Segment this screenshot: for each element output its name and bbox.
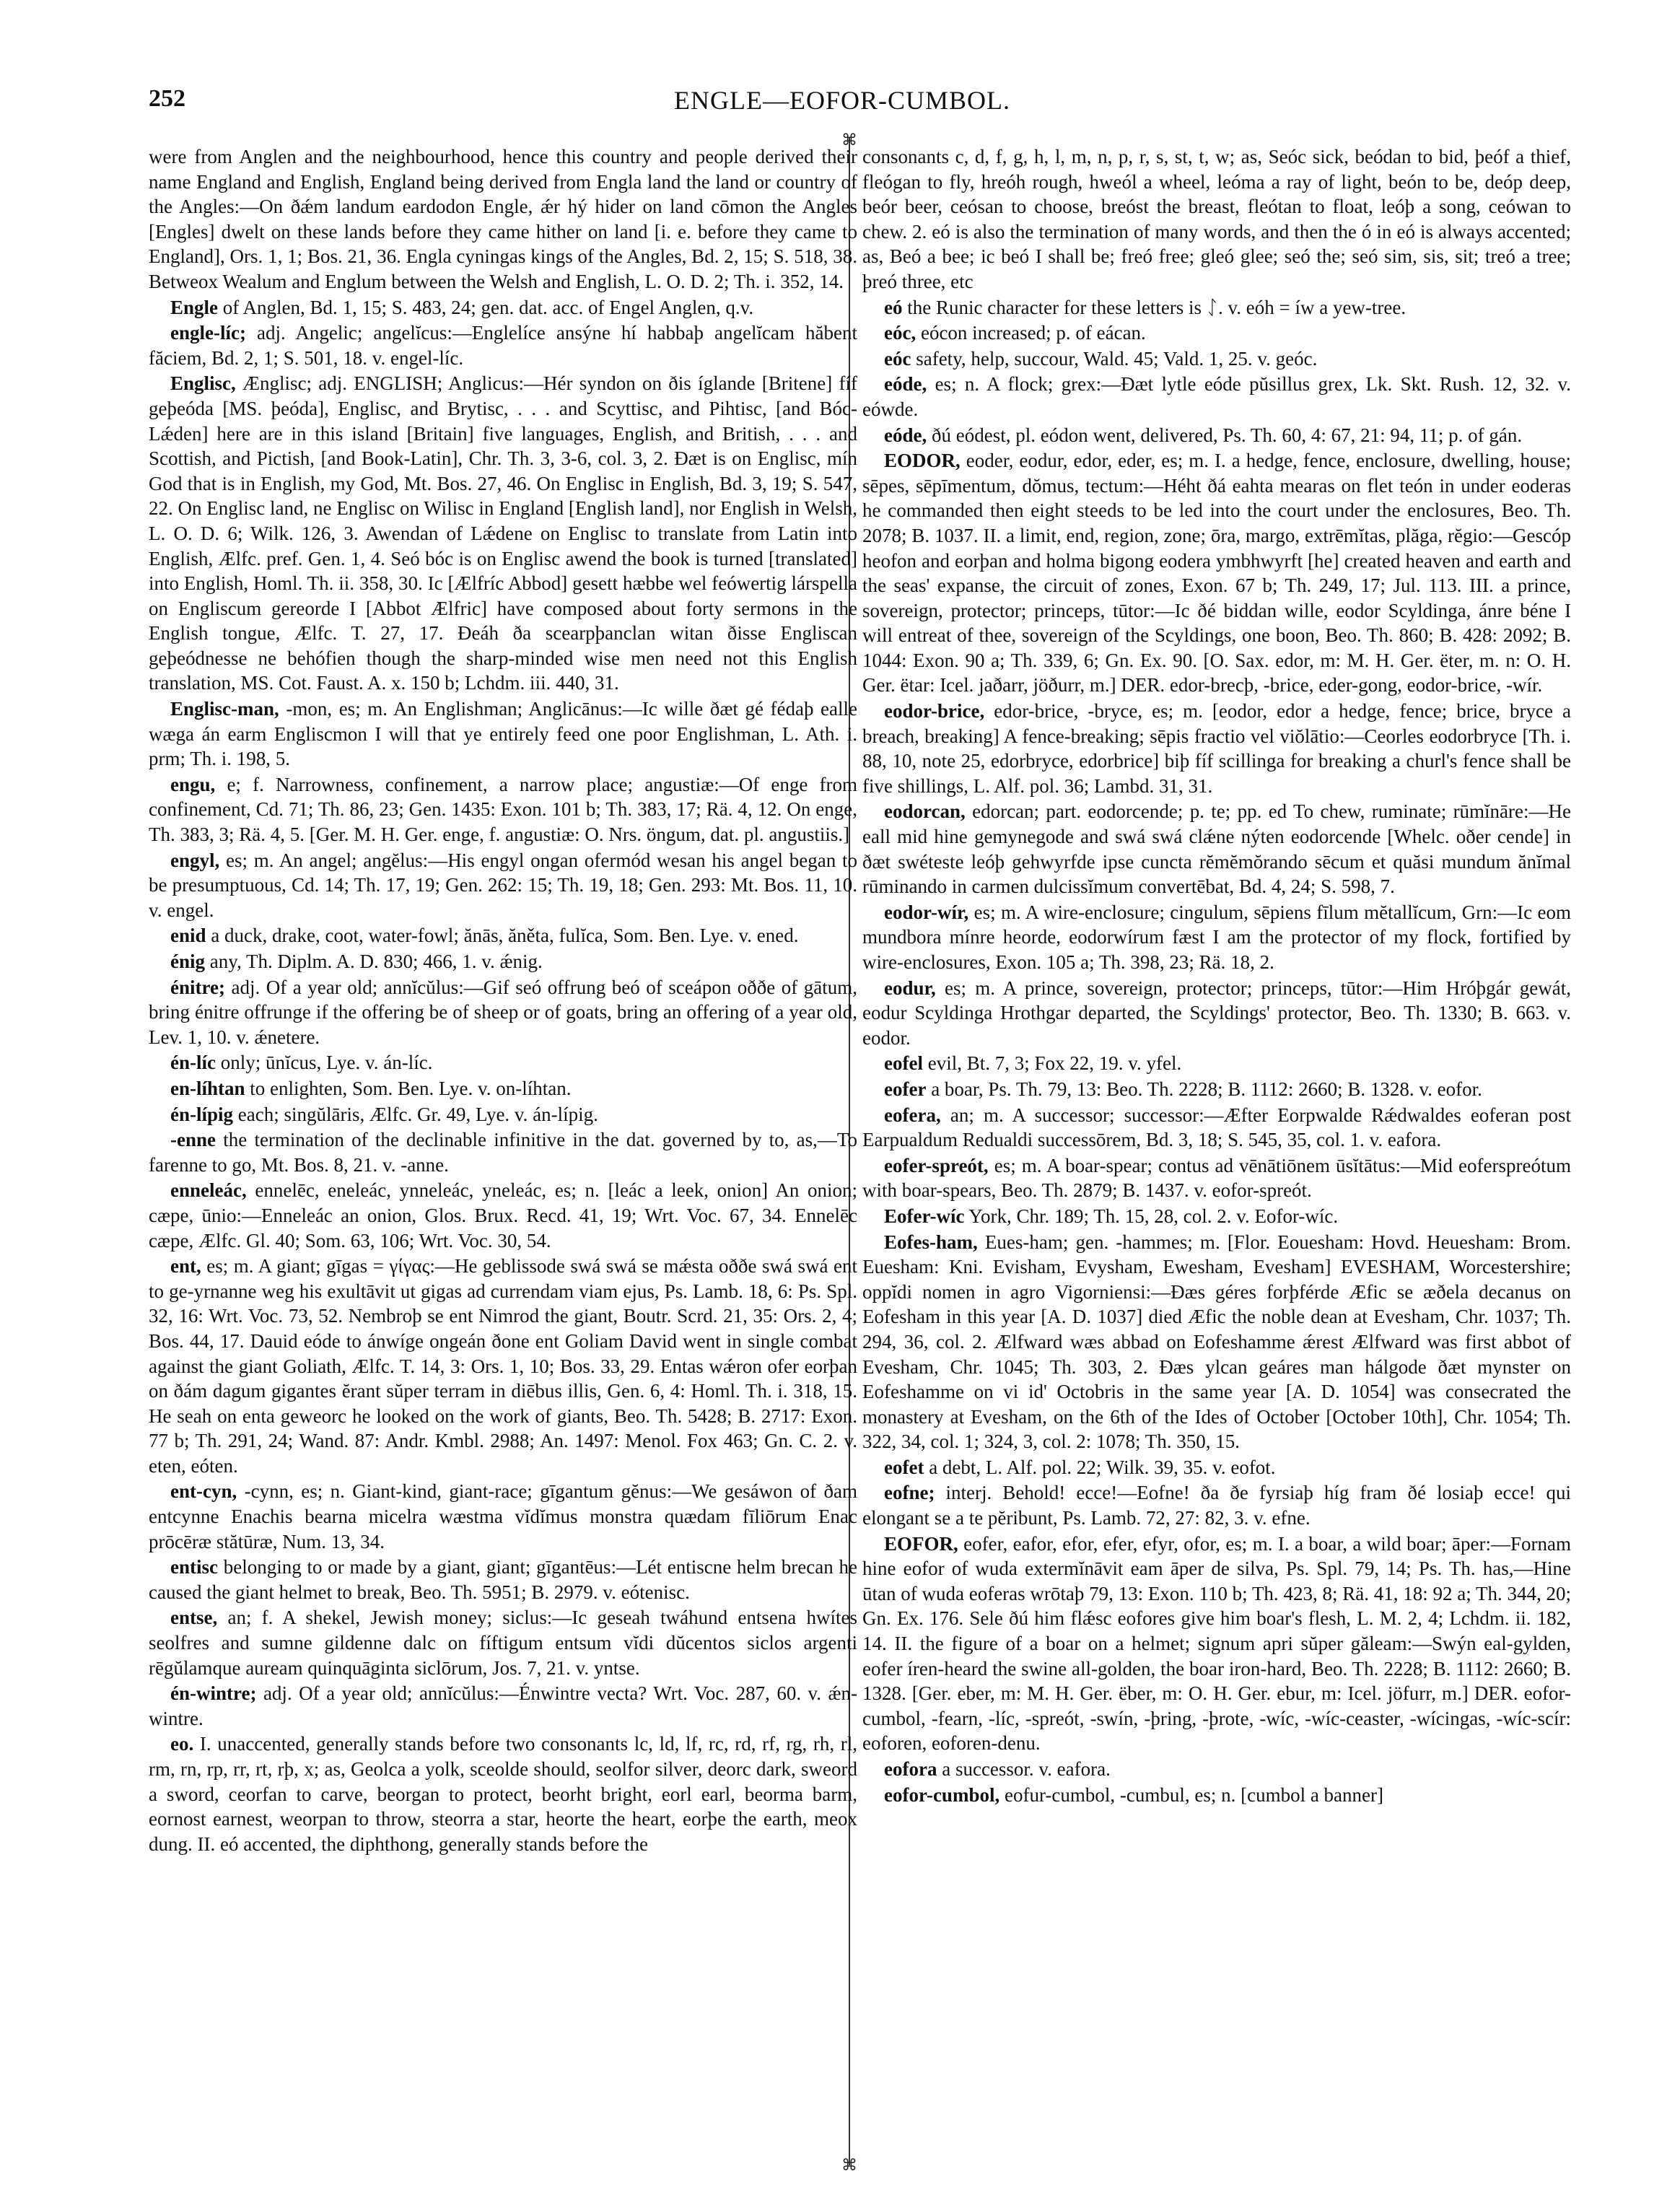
entry-text: Eues-ham; gen. -hammes; m. [Flor. Eouesham: Hovd. Heuesham: Brom. Euesham: Kni. Evisham, Evysham, Ewesham, Evesham] EVESHAM, Worcestershire; oppĭdi nomen in agro Vigorniensi:—Ðæs géres forþférde Æfic se æðela decanus on Eofesham in this year [A. D. 1037] died Æfic the noble dean at Evesham, Chr. 1037; Th. 294, 36, col. 2. Ælfward wæs abbad on Eofeshamme ǽrest Ælfward was first abbot of Evesham, Chr. 1045; Th. 303, 2. Ðæs ylcan geáres man hálgode ðæt mynster on Eofeshamme on vi id' Octobris in the same year [A. D. 1054] was consecrated the monastery at Evesham, on the 6th of the Ides of October [October 10th], Chr. 1054; Th. 322, 34, col. 1; 324, 3, col. 2: 1078; Th. 350, 15. [862, 1231, 1571, 1453]
entry-headword: engle-líc; [170, 322, 246, 344]
dictionary-entry [149, 1731, 857, 1856]
entry-text: any, Th. Diplm. A. D. 830; 466, 1. v. ǽnig. [209, 951, 543, 972]
dictionary-entry [862, 900, 1571, 975]
dictionary-entry [862, 346, 1571, 372]
page-header [149, 85, 1536, 120]
entry-text: adj. Of a year old; annĭcŭlus:—Gif seó offrung beó of sceápon oððe of gātum, bring énitre offrunge if the offering be of sheep or of goats, bring an offering of a year old, Lev. 1, 10. v. ǽnetere. [149, 976, 857, 1048]
dictionary-entry [862, 1455, 1571, 1480]
dictionary-entry [149, 295, 857, 320]
entry-text: safety, help, succour, Wald. 45; Vald. 1, 25. v. geóc. [916, 347, 1318, 370]
entry-headword: én-líc [170, 1052, 216, 1074]
dictionary-entry [862, 448, 1571, 698]
dictionary-entry [149, 371, 857, 696]
entry-headword: énig [170, 951, 206, 972]
dictionary-entry [149, 1127, 857, 1177]
entry-headword: eofel [884, 1052, 923, 1075]
entry-text: eofer, eafor, efor, efer, efyr, ofor, es; m. I. a boar, a wild boar; āper:—Fornam hine eofor of wuda extermĭnāvit eam āper de silva, Ps. Spl. 79, 14; Ps. Th. has,—Hine ūtan of wuda eoferas wrōtaþ 79, 13: Exon. 110 b; Th. 423, 8; Rä. 41, 18: 92 a; Th. 344, 20; Gn. Ex. 176. Sele ðú him flǽsc eofores give him boar's flesh, L. M. 2, 4; Lchdm. ii. 182, 14. II. the figure of a boar on a helmet; signum apri sŭper găleam:—Swýn eal-gylden, eofer íren-heard the swine all-golden, the boar iron-hard, Beo. Th. 2228; B. 1112: 2660; B. 1328. [Ger. eber, m: M. H. Ger. ëber, m: O. H. Ger. ebur, m: Icel. jöfurr, m.] DER. eofor-cumbol, -fearn, -líc, -spreót, -swín, -þring, -þrote, -wíc, -wíc-ceaster, -wícingas, -wíc-scír: eoforen, eoforen-denu. [862, 1532, 1571, 1755]
entry-text: es; m. A prince, sovereign, protector; princeps, tūtor:—Him Hróþgár gewát, eodur Scyldinga Hrothgar departed, the Scyldings' protector, Beo. Th. 1330; B. 663. v. eodor. [862, 977, 1571, 1049]
entry-headword: eofor-cumbol, [884, 1783, 1000, 1806]
entry-headword: engu, [170, 773, 216, 795]
entry-headword: eóc [884, 347, 911, 370]
entry-text: an; f. A shekel, Jewish money; siclus:—Ic geseah twáhund entsena hwítes seolfres and sumne gildenne dalc on fíftigum entsum vĭdi dŭcentos siclos argenti rēgŭlamque auream quinquāginta siclōrum, Jos. 7, 21. v. yntse. [149, 1607, 857, 1679]
entry-text: a successor. v. eafora. [942, 1758, 1111, 1780]
entry-text: e; f. Narrowness, confinement, a narrow place; angustiæ:—Of enge from confinement, Cd. 71; Th. 86, 23; Gen. 1435: Exon. 101 b; Th. 383, 17; Rä. 4, 12. On enge, Th. 383, 3; Rä. 4, 5. [Ger. M. H. Ger. enge, f. angustiæ: O. Nrs. öngum, dat. pl. angustiis.] [149, 773, 857, 846]
dictionary-entry [149, 1254, 857, 1478]
entry-headword: eóc, [884, 322, 916, 344]
entry-headword: ent, [170, 1255, 201, 1277]
dictionary-entry [149, 1178, 857, 1253]
entry-headword: eóde, [884, 424, 927, 446]
entry-text: -mon, es; m. An Englishman; Anglicānus:—Ic wille ðæt gé fédaþ ealle wæga án earm Engliscmon I will that ye entirely feed one poor Englishman, L. Ath. i. prm; Th. i. 198, 5. [149, 698, 857, 770]
entry-headword: EODOR, [884, 450, 961, 472]
entry-text: I. unaccented, generally stands before two consonants lc, ld, lf, rc, rd, rf, rg, rh, rl, rm, rn, rp, rr, rt, rþ, x; as, Geolca a yolk, sceolde should, seolfor silver, deorc dark, sweord a sword, ceorfan to carve, beorgan to protect, beorht bright, eorl earl, beorma barm, eornost earnest, weorpan to throw, steorra a star, heorte the heart, eorþe the earth, meox dung. II. eó accented, the diphthong, generally stands before the [149, 1733, 857, 1855]
entry-text: adj. Of a year old; annĭcŭlus:—Énwintre vecta? Wrt. Voc. 287, 60. v. ǽn-wintre. [149, 1682, 857, 1729]
dictionary-entry [149, 696, 857, 772]
dictionary-entry [149, 320, 857, 370]
entry-text: a duck, drake, coot, water-fowl; ănās, ăněta, fulĭca, Som. Ben. Lye. v. ened. [211, 925, 799, 947]
dictionary-entry [149, 975, 857, 1050]
entry-headword: Eofes-ham, [884, 1231, 978, 1253]
entry-text: es; n. A flock; grex:—Ðæt lytle eóde pŭsillus grex, Lk. Skt. Rush. 12, 32. v. eówde. [862, 373, 1571, 420]
entry-headword: eodor-wír, [884, 901, 969, 923]
entry-headword: eofer [884, 1078, 927, 1100]
entry-headword: ent-cyn, [170, 1480, 237, 1503]
entry-text: ennelēc, eneleác, ynneleác, yneleác, es; n. [leác a leek, onion] An onion; cæpe, ūnio:—Enneleác an onion, Glos. Brux. Recd. 41, 19; Wrt. Voc. 67, 34. Ennelēc cæpe, Ælfc. Gl. 40; Som. 63, 106; Wrt. Voc. 30, 54. [149, 1179, 857, 1252]
dictionary-entry [149, 848, 857, 923]
entry-headword: Engle [170, 296, 219, 318]
entry-text: York, Chr. 189; Th. 15, 28, col. 2. v. Eofor-wíc. [968, 1205, 1339, 1227]
dictionary-entry [862, 1783, 1571, 1808]
dictionary-entry [862, 799, 1571, 899]
entry-text: each; singŭlāris, Ælfc. Gr. 49, Lye. v. án-lípig. [237, 1103, 598, 1125]
entry-text: eofur-cumbol, -cumbul, es; n. [cumbol a banner] [1004, 1783, 1384, 1806]
entry-headword: én-lípig [170, 1103, 234, 1125]
entry-text: adj. Angelic; angelĭcus:—Englelíce ansýne hí habbaþ angelĭcam hăbent făciem, Bd. 2, 1; S. 501, 18. v. engel-líc. [149, 322, 857, 369]
entry-headword: eó [884, 296, 903, 318]
entry-headword: eodorcan, [884, 800, 966, 823]
dictionary-entry [862, 1204, 1571, 1229]
dictionary-entry [862, 1757, 1571, 1782]
entry-headword: EOFOR, [884, 1532, 958, 1555]
dictionary-entry [862, 295, 1571, 320]
dictionary-entry [862, 144, 1571, 294]
entry-text: edorcan; part. eodorcende; p. te; pp. ed To chew, ruminate; rūmĭnāre:—He eall mid hine gemynegode and swá swá clǽne nýten eodorcende [Whelc. oðer cende] in ðæt swéteste leóþ gehwyrfde ipse cuncta rĕmĕmŏrando sēcum et quăsi mundum ănĭmal rūminando in carmen dulcissĭmum convertēbat, Bd. 4, 24; S. 598, 7. [862, 800, 1571, 898]
divider-ornament-top-icon: ⌘ [841, 131, 857, 149]
left-column [149, 144, 857, 2136]
entry-text: edor-brice, -bryce, es; m. [eodor, edor a hedge, fence; brice, bryce a breach, breaking] A fence-breaking; sēpis fractio vel viŏlātio:—Ceorles eodorbryce [Th. i. 88, 10, note 25, edorbryce, edorbrice] biþ fíf scillinga for breaking a churl's fence shall be five shillings, L. Alf. pol. 36; Lambd. 31, 31. [862, 700, 1571, 797]
entry-headword: en-líhtan [170, 1077, 245, 1099]
running-head: ENGLE—EOFOR-CUMBOL. [674, 86, 1010, 115]
entry-text: evil, Bt. 7, 3; Fox 22, 19. v. yfel. [927, 1052, 1182, 1075]
entry-text: the termination of the declinable infinitive in the dat. governed by to, as,—To farenne to go, Mt. Bos. 8, 21. v. -anne. [149, 1129, 857, 1176]
entry-text: -cynn, es; n. Giant-kind, giant-race; gīgantum gĕnus:—We gesáwon of ðam entcynne Enachis bearna micelra wæstma vĭdĭmus monstra quædam fīliōrum Enac prōcēræ stătūræ, Num. 13, 34. [149, 1480, 857, 1552]
entry-headword: Eofer-wíc [884, 1205, 965, 1227]
dictionary-entry [862, 1051, 1571, 1076]
entry-headword: Englisc-man, [170, 698, 279, 720]
dictionary-entry [149, 772, 857, 847]
dictionary-entry [149, 1102, 857, 1127]
dictionary-entry [149, 1076, 857, 1101]
dictionary-entry [862, 1480, 1571, 1530]
entry-text: consonants c, d, f, g, h, l, m, n, p, r, s, st, t, w; as, Seóc sick, beódan to bid, þeóf a thief, fleógan to fly, hreóh rough, hweól a wheel, leóma a ray of light, beón to be, deóp deep, beór beer, ceósan to choose, breóst the breast, fleótan to float, leóþ a song, ceówan to chew. 2. eó is also the termination of many words, and then the ó in eó is always accented; as, Beó a bee; ic beó I shall be; freó free; gleó glee; seó the; seó sim, sis, sit; treó a tree; þreó three, etc [862, 146, 1571, 292]
entry-headword: engyl, [170, 849, 220, 871]
dictionary-entry [862, 1103, 1571, 1153]
dictionary-entry [862, 699, 1571, 798]
dictionary-entry [149, 1555, 857, 1604]
dictionary-entry [862, 423, 1571, 448]
dictionary-entry [149, 1681, 857, 1731]
entry-text: ðú eódest, pl. eódon went, delivered, Ps. Th. 60, 4: 67, 21: 94, 11; p. of gán. [931, 424, 1523, 446]
dictionary-entry [149, 949, 857, 974]
dictionary-entry [862, 372, 1571, 422]
entry-headword: enid [170, 925, 206, 947]
dictionary-entry [149, 1050, 857, 1075]
entry-text: es; m. A boar-spear; contus ad vēnātiōnem ūsĭtātus:—Mid eoferspreótum with boar-spears, Beo. Th. 2879; B. 1437. v. eofor-spreót. [862, 1154, 1571, 1202]
dictionary-entry [862, 1153, 1571, 1203]
entry-headword: énitre; [170, 976, 225, 998]
entry-text: to enlighten, Som. Ben. Lye. v. on-líhtan. [250, 1077, 572, 1099]
entry-headword: eofne; [884, 1482, 935, 1504]
entry-text: es; m. A giant; gīgas = γίγας:—He geblissode swá swá se mǽsta oððe swá swá ent to ge-yrnanne weg his exultāvit ut gigas ad currendam viam ejus, Ps. Lamb. 18, 6: Ps. Spl. 32, 16: Wrt. Voc. 73, 52. Nembroþ se ent Nimrod the giant, Boutr. Scrd. 21, 35: Ors. 2, 4; Bos. 44, 17. Dauid eóde to ánwíge ongeán ðone ent Goliam David went in single combat against the giant Goliath, Ælfc. T. 14, 3: Ors. 1, 10; Bos. 33, 29. Entas wǽron ofer eorþan on ðám dagum gigantes ĕrant sŭper terram in diēbus illis, Gen. 6, 4: Homl. Th. i. 318, 15. He seah on enta geweorc he looked on the work of giants, Beo. Th. 5428; B. 2717: Exon. 77 b; Th. 291, 24; Wand. 87: Andr. Kmbl. 2988; An. 1497: Menol. Fox 463; Gn. C. 2. v. eten, eóten. [149, 1255, 857, 1477]
dictionary-entry [862, 1532, 1571, 1756]
entry-headword: eofora [884, 1758, 937, 1780]
entry-headword: eofet [884, 1456, 924, 1478]
entry-text: interj. Behold! ecce!—Eofne! ða ðe fyrsiaþ híg fram ðé losiaþ ecce! qui elongant se a te pĕribunt, Ps. Lamb. 72, 27: 82, 3. v. efne. [862, 1482, 1571, 1529]
entry-text: an; m. A successor; successor:—Æfter Eorpwalde Rǽdwaldes eoferan post Earpualdum Redualdi successōrem, Bd. 3, 18; S. 545, 35, col. 1. v. eafora. [862, 1104, 1571, 1151]
entry-text: es; m. A wire-enclosure; cingulum, sēpiens fīlum mĕtallĭcum, Grn:—Ic eom mundbora mínre heorde, eodorwírum fæst I am the protector of my flock, fortified by wire-enclosures, Exon. 105 a; Th. 398, 23; Rä. 18, 2. [862, 901, 1571, 973]
entry-headword: eofera, [884, 1104, 941, 1126]
right-column [862, 144, 1571, 2136]
entry-text: were from Anglen and the neighbourhood, hence this country and people derived their name England and English, England being derived from Engla land the land or country of the Angles:—On ðǽm landum eardodon Engle, ǽr hý hider on land cōmon the Angles [Engles] dwelt on these lands before they came hither on land [i. e. before they came to England], Ors. 1, 1; Bos. 21, 36. Engla cyningas kings of the Angles, Bd. 2, 15; S. 518, 38. Betweox Wealum and Englum between the Welsh and English, L. O. D. 2; Th. i. 352, 14. [149, 146, 857, 292]
entry-headword: eodor-brice, [884, 700, 985, 722]
entry-text: of Anglen, Bd. 1, 15; S. 483, 24; gen. dat. acc. of Engel Anglen, q.v. [222, 296, 754, 318]
divider-ornament-bottom-icon: ⌘ [841, 2156, 857, 2174]
entry-headword: entisc [170, 1556, 218, 1578]
page-number: 252 [149, 85, 185, 112]
dictionary-entry [862, 976, 1571, 1051]
dictionary-entry [149, 144, 857, 294]
entry-headword: entse, [170, 1607, 218, 1629]
entry-headword: eo. [170, 1733, 194, 1755]
dictionary-entry [862, 1077, 1571, 1102]
entry-text: only; ūnĭcus, Lye. v. án-líc. [220, 1052, 433, 1074]
dictionary-entry [149, 923, 857, 948]
entry-headword: eodur, [884, 977, 936, 999]
entry-text: the Runic character for these letters is ᛇ. v. eóh = íw a yew-tree. [907, 296, 1406, 318]
dictionary-entry [149, 1479, 857, 1554]
entry-headword: -enne [170, 1129, 216, 1151]
entry-headword: enneleác, [170, 1179, 247, 1202]
entry-text: a boar, Ps. Th. 79, 13: Beo. Th. 2228; B. 1112: 2660; B. 1328. v. eofor. [931, 1078, 1482, 1100]
entry-text: eócon increased; p. of eácan. [920, 322, 1146, 344]
entry-text: Ænglisc; adj. ENGLISH; Anglicus:—Hér syndon on ðis íglande [Britene] fíf geþeóda [MS. þeóda], Englisc, and Brytisc, . . . and Scyttisc, and Pihtisc, [and Bóc-Lǽden] here are in this island [Britain] five languages, English, and British, . . . and Scottish, and Pictish, [and Book-Latin], Chr. Th. 3, 3-6, col. 3, 2. Ðæt is on Englisc, mín God that is in English, my God, Mt. Bos. 27, 46. On Englisc in English, Bd. 3, 19; S. 547, 22. On Englisc land, ne Englisc on Wilisc in England [English land], nor English in Welsh, L. O. D. 6; Wilk. 126, 3. Awendan of Lǽdene on Englisc to translate from Latin into English, Ælfc. pref. Gen. 1, 4. Seó bóc is on Englisc awend the book is turned [translated] into English, Homl. Th. ii. 358, 30. Ic [Ælfríc Abbod] gesett hæbbe wel feówertig lárspella on Engliscum gereorde I [Abbot Ælfric] have composed about forty sermons in the English tongue, Ælfc. T. 27, 17. Ðeáh ða scearpþanclan witan ðisse Engliscan geþeódnesse ne behófien though the sharp-minded wise men need not this English translation, MS. Cot. Faust. A. x. 150 b; Lchdm. iii. 440, 31. [149, 372, 857, 694]
entry-text: eoder, eodur, edor, eder, es; m. I. a hedge, fence, enclosure, dwelling, house; sēpes, sēpīmentum, dŏmus, tectum:—Héht ðá eahta mearas on flet teón in under eoderas he commanded then eight steeds to be led into the court under the enclosures, Beo. Th. 2078; B. 1037. II. a limit, end, region, zone; ōra, margo, extrēmĭtas, plăga, rĕgio:—Gescóp heofon and eorþan and holma bigong eodera ymbhwyrft [he] created heaven and earth and the seas' expanse, the circuit of zones, Exon. 67 b; Th. 249, 17; Jul. 113. III. a prince, sovereign, protector; princeps, tūtor:—Ic ðé biddan wille, eodor Scyldinga, ánre béne I will entreat of thee, sovereign of the Scyldings, one boon, Beo. Th. 860; B. 428: 2092; B. 1044: Exon. 90 a; Th. 339, 6; Gn. Ex. 90. [O. Sax. edor, m: M. H. Ger. ëter, m. n: O. H. Ger. ëtar: Icel. jaðarr, jöðurr, m.] DER. edor-brecþ, -brice, eder-gong, eodor-brice, -wír. [862, 450, 1571, 696]
dictionary-entry [862, 320, 1571, 346]
dictionary-entry [149, 1605, 857, 1680]
entry-headword: én-wintre; [170, 1682, 257, 1705]
entry-headword: eóde, [884, 373, 927, 396]
entry-text: a debt, L. Alf. pol. 22; Wilk. 39, 35. v. eofot. [929, 1456, 1276, 1478]
entry-headword: eofer-spreót, [884, 1154, 989, 1176]
dictionary-entry [862, 1230, 1571, 1454]
entry-text: belonging to or made by a giant, giant; gīgantēus:—Lét entiscne helm brecan he caused the giant helmet to break, Beo. Th. 5951; B. 2979. v. eótenisc. [149, 1556, 857, 1603]
entry-headword: Englisc, [170, 372, 236, 395]
entry-text: es; m. An angel; angĕlus:—His engyl ongan ofermód wesan his angel began to be presumptuous, Cd. 14; Th. 17, 19; Gen. 262: 15; Th. 19, 18; Gen. 293: Mt. Bos. 11, 10. v. engel. [149, 849, 857, 921]
